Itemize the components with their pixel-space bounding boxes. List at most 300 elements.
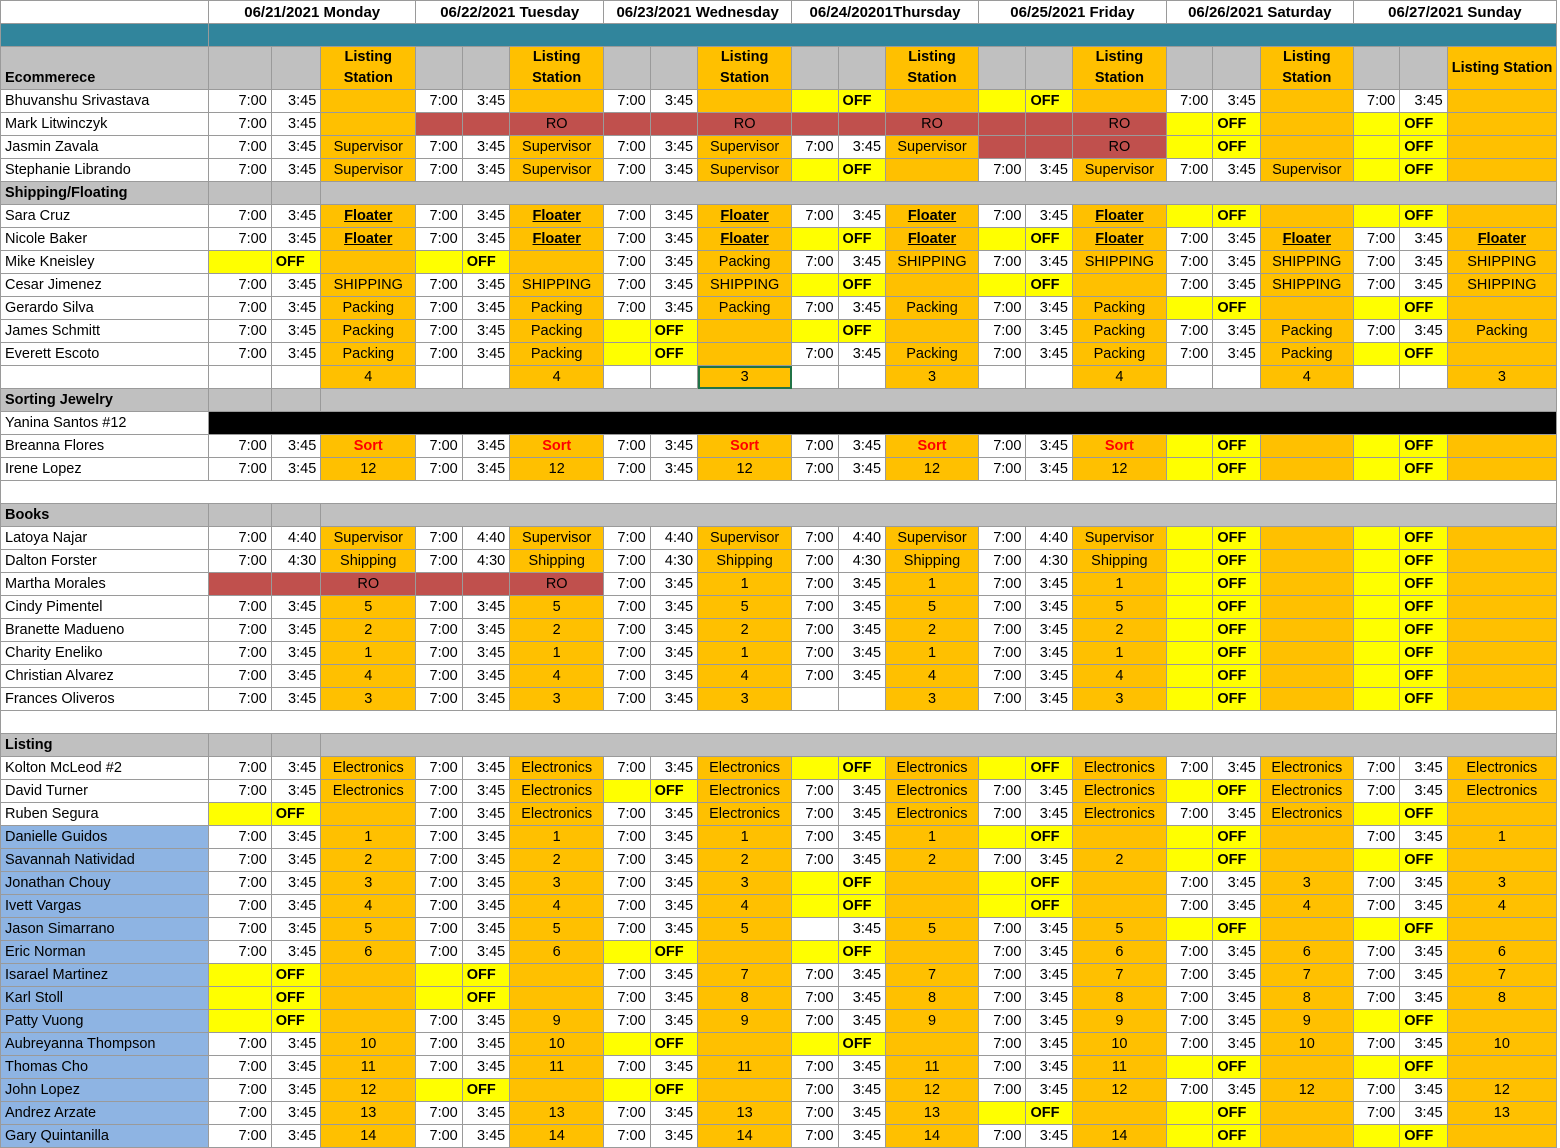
off-marker[interactable]: OFF <box>1213 113 1260 136</box>
start-time[interactable]: 7:00 <box>978 458 1025 481</box>
section-fill[interactable] <box>271 389 321 412</box>
assignment[interactable]: 1 <box>1447 826 1556 849</box>
start-time[interactable]: 7:00 <box>209 113 272 136</box>
start-time[interactable]: 7:00 <box>209 757 272 780</box>
off-marker[interactable]: OFF <box>1213 205 1260 228</box>
assignment[interactable] <box>1260 596 1353 619</box>
section-fill[interactable] <box>271 182 321 205</box>
start-time[interactable]: 7:00 <box>1353 274 1399 297</box>
assignment[interactable]: SHIPPING <box>1447 251 1556 274</box>
end-time[interactable]: 3:45 <box>1026 964 1072 987</box>
end-time[interactable]: 3:45 <box>1026 803 1072 826</box>
end-time[interactable]: 3:45 <box>1213 872 1260 895</box>
assignment[interactable] <box>1260 688 1353 711</box>
end-time[interactable]: 3:45 <box>1213 1079 1260 1102</box>
employee-name[interactable]: Dalton Forster <box>1 550 209 573</box>
day-header[interactable]: 06/24/20201Thursday <box>792 1 979 24</box>
assignment[interactable]: Floater <box>510 228 604 251</box>
assignment[interactable]: Supervisor <box>510 159 604 182</box>
assignment[interactable]: Electronics <box>698 803 792 826</box>
start-time[interactable]: 7:00 <box>604 849 650 872</box>
assignment[interactable]: Packing <box>698 297 792 320</box>
employee-name[interactable]: Aubreyanna Thompson <box>1 1033 209 1056</box>
section-fill[interactable] <box>209 734 272 757</box>
off-marker[interactable]: OFF <box>838 1033 885 1056</box>
end-time[interactable]: 3:45 <box>1213 320 1260 343</box>
start-time[interactable] <box>792 688 838 711</box>
end-time[interactable]: 3:45 <box>462 1056 509 1079</box>
end-time[interactable]: 3:45 <box>1026 987 1072 1010</box>
off-marker[interactable]: OFF <box>1026 872 1072 895</box>
employee-name[interactable]: Ruben Segura <box>1 803 209 826</box>
off-marker[interactable]: OFF <box>462 1079 509 1102</box>
off-marker[interactable]: OFF <box>271 964 321 987</box>
assignment[interactable] <box>886 90 979 113</box>
start-time[interactable] <box>1353 159 1399 182</box>
assignment[interactable] <box>1260 297 1353 320</box>
end-time[interactable]: 3:45 <box>271 780 321 803</box>
start-time[interactable]: 7:00 <box>604 1056 650 1079</box>
assignment[interactable]: Supervisor <box>886 136 979 159</box>
start-time[interactable] <box>1353 803 1399 826</box>
assignment[interactable] <box>1447 136 1556 159</box>
start-time[interactable] <box>1166 297 1212 320</box>
assignment[interactable] <box>698 343 792 366</box>
assignment[interactable]: 1 <box>698 642 792 665</box>
start-time[interactable] <box>1353 343 1399 366</box>
start-time[interactable]: 7:00 <box>1353 1033 1399 1056</box>
start-time[interactable]: 7:00 <box>1353 987 1399 1010</box>
end-time[interactable]: 3:45 <box>271 1125 321 1148</box>
assignment[interactable] <box>1447 205 1556 228</box>
assignment[interactable]: SHIPPING <box>321 274 416 297</box>
count-label[interactable] <box>1 366 209 389</box>
end-time[interactable]: 3:45 <box>1026 458 1072 481</box>
end-time[interactable]: 3:45 <box>838 297 885 320</box>
start-time[interactable]: 7:00 <box>209 527 272 550</box>
end-time[interactable]: 3:45 <box>462 757 509 780</box>
assignment[interactable]: 3 <box>886 688 979 711</box>
assignment[interactable]: 9 <box>1260 1010 1353 1033</box>
employee-name[interactable]: Jasmin Zavala <box>1 136 209 159</box>
start-time[interactable]: 7:00 <box>416 665 462 688</box>
start-time[interactable]: 7:00 <box>604 596 650 619</box>
off-marker[interactable]: OFF <box>1213 1056 1260 1079</box>
end-time[interactable]: 3:45 <box>650 1125 697 1148</box>
band-cell[interactable] <box>1 24 209 47</box>
day-header[interactable]: 06/22/2021 Tuesday <box>416 1 604 24</box>
corner-cell[interactable] <box>1 1 209 24</box>
start-time[interactable]: 7:00 <box>1166 872 1212 895</box>
end-time[interactable]: 3:45 <box>650 297 697 320</box>
start-time[interactable]: 7:00 <box>604 251 650 274</box>
assignment[interactable]: Floater <box>886 205 979 228</box>
assignment[interactable]: 11 <box>886 1056 979 1079</box>
end-time[interactable]: 3:45 <box>1026 1033 1072 1056</box>
blocked-cell[interactable] <box>209 412 1557 435</box>
start-time[interactable]: 7:00 <box>1166 251 1212 274</box>
assignment[interactable]: Floater <box>1447 228 1556 251</box>
start-time[interactable] <box>1166 596 1212 619</box>
off-marker[interactable]: OFF <box>838 941 885 964</box>
end-time[interactable]: 3:45 <box>838 596 885 619</box>
end-time[interactable]: 3:45 <box>1026 780 1072 803</box>
assignment[interactable]: SHIPPING <box>1260 274 1353 297</box>
assignment[interactable] <box>886 320 979 343</box>
assignment[interactable]: Sort <box>510 435 604 458</box>
spacer-cell[interactable] <box>1 481 1557 504</box>
request-off[interactable]: RO <box>510 113 604 136</box>
assignment[interactable] <box>1447 1125 1556 1148</box>
assignment[interactable]: 11 <box>698 1056 792 1079</box>
employee-name[interactable]: Irene Lopez <box>1 458 209 481</box>
start-time[interactable] <box>1166 205 1212 228</box>
start-time[interactable]: 7:00 <box>604 757 650 780</box>
section-fill[interactable] <box>321 734 1557 757</box>
end-time[interactable]: 3:45 <box>650 826 697 849</box>
start-header[interactable] <box>604 47 650 90</box>
start-time[interactable]: 7:00 <box>416 550 462 573</box>
end-time[interactable]: 3:45 <box>1400 987 1447 1010</box>
end-time[interactable]: 3:45 <box>271 297 321 320</box>
start-time[interactable]: 7:00 <box>416 1010 462 1033</box>
end-time[interactable]: 3:45 <box>1026 1125 1072 1148</box>
end-time[interactable]: 3:45 <box>650 895 697 918</box>
section-fill[interactable] <box>209 182 272 205</box>
end-time[interactable]: 3:45 <box>1213 941 1260 964</box>
assignment[interactable]: 1 <box>698 573 792 596</box>
assignment[interactable] <box>1447 596 1556 619</box>
off-marker[interactable]: OFF <box>1400 1125 1447 1148</box>
start-time[interactable]: 7:00 <box>209 343 272 366</box>
assignment[interactable] <box>1447 435 1556 458</box>
off-marker[interactable]: OFF <box>650 320 697 343</box>
assignment[interactable]: Electronics <box>698 757 792 780</box>
end-time[interactable]: 3:45 <box>650 1102 697 1125</box>
assignment[interactable]: 12 <box>1447 1079 1556 1102</box>
assignment[interactable]: Supervisor <box>1260 159 1353 182</box>
end-time[interactable]: 3:45 <box>271 435 321 458</box>
start-time[interactable]: 7:00 <box>1353 228 1399 251</box>
blank-cell[interactable] <box>792 366 838 389</box>
start-time[interactable]: 7:00 <box>978 619 1025 642</box>
start-time[interactable] <box>1166 665 1212 688</box>
assignment[interactable]: 6 <box>321 941 416 964</box>
end-time[interactable]: 3:45 <box>462 941 509 964</box>
end-time[interactable]: 3:45 <box>462 918 509 941</box>
assignment[interactable]: 12 <box>1072 458 1166 481</box>
section-fill[interactable] <box>271 734 321 757</box>
end-time[interactable]: 3:45 <box>271 665 321 688</box>
start-time[interactable]: 7:00 <box>604 205 650 228</box>
assignment[interactable]: 1 <box>886 826 979 849</box>
start-time[interactable] <box>792 895 838 918</box>
assignment[interactable] <box>1260 458 1353 481</box>
end-time[interactable]: 4:30 <box>271 550 321 573</box>
blank-cell[interactable] <box>462 366 509 389</box>
section-fill[interactable] <box>321 182 1557 205</box>
start-time[interactable] <box>1353 527 1399 550</box>
assignment[interactable]: Electronics <box>698 780 792 803</box>
assignment[interactable]: 11 <box>510 1056 604 1079</box>
assignment[interactable] <box>886 895 979 918</box>
employee-name[interactable]: Mike Kneisley <box>1 251 209 274</box>
end-time[interactable]: 3:45 <box>838 458 885 481</box>
start-time[interactable] <box>209 251 272 274</box>
assignment[interactable]: 12 <box>886 458 979 481</box>
start-time[interactable]: 7:00 <box>604 527 650 550</box>
start-time[interactable]: 7:00 <box>209 458 272 481</box>
start-time[interactable]: 7:00 <box>978 596 1025 619</box>
station-count[interactable]: 4 <box>1260 366 1353 389</box>
end-time[interactable]: 3:45 <box>1400 964 1447 987</box>
assignment[interactable] <box>1447 458 1556 481</box>
assignment[interactable]: 6 <box>510 941 604 964</box>
start-time[interactable]: 7:00 <box>209 1102 272 1125</box>
start-time[interactable]: 7:00 <box>1353 895 1399 918</box>
start-time[interactable] <box>792 872 838 895</box>
end-time[interactable]: 3:45 <box>838 780 885 803</box>
assignment[interactable]: Floater <box>698 205 792 228</box>
start-time[interactable]: 7:00 <box>792 1079 838 1102</box>
start-time[interactable]: 7:00 <box>604 803 650 826</box>
assignment[interactable] <box>510 987 604 1010</box>
start-time[interactable]: 7:00 <box>209 1056 272 1079</box>
assignment[interactable]: 8 <box>1447 987 1556 1010</box>
off-marker[interactable]: OFF <box>1026 895 1072 918</box>
off-marker[interactable]: OFF <box>650 1033 697 1056</box>
end-time[interactable]: 4:40 <box>462 527 509 550</box>
end-time[interactable]: 3:45 <box>650 435 697 458</box>
start-time[interactable] <box>1166 1102 1212 1125</box>
assignment[interactable]: Packing <box>886 297 979 320</box>
start-time[interactable] <box>604 1079 650 1102</box>
start-time[interactable]: 7:00 <box>978 1079 1025 1102</box>
start-time[interactable]: 7:00 <box>1353 964 1399 987</box>
start-time[interactable]: 7:00 <box>209 90 272 113</box>
start-time[interactable] <box>416 113 462 136</box>
start-time[interactable]: 7:00 <box>604 1102 650 1125</box>
start-time[interactable]: 7:00 <box>416 320 462 343</box>
assignment[interactable]: 9 <box>1072 1010 1166 1033</box>
start-time[interactable] <box>792 228 838 251</box>
off-marker[interactable]: OFF <box>1400 1010 1447 1033</box>
off-marker[interactable]: OFF <box>1213 573 1260 596</box>
end-time[interactable]: 3:45 <box>1213 251 1260 274</box>
start-time[interactable]: 7:00 <box>416 596 462 619</box>
assignment[interactable]: 4 <box>698 895 792 918</box>
off-marker[interactable]: OFF <box>1213 826 1260 849</box>
end-time[interactable]: 3:45 <box>1026 849 1072 872</box>
listing-station-header[interactable]: Listing Station <box>510 47 604 90</box>
start-time[interactable]: 7:00 <box>604 688 650 711</box>
assignment[interactable]: 4 <box>510 895 604 918</box>
assignment[interactable]: 5 <box>1072 596 1166 619</box>
assignment[interactable] <box>1447 918 1556 941</box>
assignment[interactable]: 5 <box>321 918 416 941</box>
blank-cell[interactable] <box>209 366 272 389</box>
start-time[interactable] <box>209 1010 272 1033</box>
end-time[interactable]: 3:45 <box>271 90 321 113</box>
assignment[interactable]: 3 <box>510 872 604 895</box>
start-time[interactable]: 7:00 <box>978 642 1025 665</box>
employee-name[interactable]: John Lopez <box>1 1079 209 1102</box>
start-time[interactable]: 7:00 <box>604 136 650 159</box>
start-time[interactable] <box>1353 1056 1399 1079</box>
end-time[interactable]: 3:45 <box>650 596 697 619</box>
start-time[interactable]: 7:00 <box>1166 228 1212 251</box>
assignment[interactable]: 2 <box>698 619 792 642</box>
section-title[interactable]: Sorting Jewelry <box>1 389 209 412</box>
off-marker[interactable]: OFF <box>650 941 697 964</box>
assignment[interactable] <box>1072 872 1166 895</box>
start-time[interactable]: 7:00 <box>209 205 272 228</box>
assignment[interactable]: 13 <box>698 1102 792 1125</box>
end-time[interactable]: 3:45 <box>650 642 697 665</box>
end-time[interactable]: 3:45 <box>271 918 321 941</box>
end-time[interactable]: 3:45 <box>650 918 697 941</box>
end-time[interactable]: 3:45 <box>271 274 321 297</box>
assignment[interactable] <box>321 251 416 274</box>
assignment[interactable] <box>1072 90 1166 113</box>
start-time[interactable]: 7:00 <box>978 320 1025 343</box>
start-time[interactable] <box>978 757 1025 780</box>
start-time[interactable] <box>792 320 838 343</box>
assignment[interactable]: Packing <box>510 320 604 343</box>
request-off[interactable]: RO <box>510 573 604 596</box>
end-time[interactable]: 3:45 <box>1400 1033 1447 1056</box>
assignment[interactable]: 13 <box>886 1102 979 1125</box>
start-time[interactable]: 7:00 <box>1166 895 1212 918</box>
assignment[interactable] <box>1260 136 1353 159</box>
assignment[interactable]: Shipping <box>1072 550 1166 573</box>
end-time[interactable]: 3:45 <box>838 918 885 941</box>
assignment[interactable]: Supervisor <box>1072 527 1166 550</box>
start-time[interactable]: 7:00 <box>792 780 838 803</box>
assignment[interactable]: Sort <box>321 435 416 458</box>
end-time[interactable]: 3:45 <box>271 1079 321 1102</box>
assignment[interactable]: 2 <box>510 849 604 872</box>
off-marker[interactable]: OFF <box>462 251 509 274</box>
assignment[interactable] <box>1447 849 1556 872</box>
start-time[interactable]: 7:00 <box>209 941 272 964</box>
start-time[interactable]: 7:00 <box>978 1010 1025 1033</box>
station-count[interactable]: 3 <box>1447 366 1556 389</box>
assignment[interactable]: 10 <box>321 1033 416 1056</box>
end-time[interactable]: 3:45 <box>271 1056 321 1079</box>
blank-cell[interactable] <box>271 366 321 389</box>
assignment[interactable]: Electronics <box>886 803 979 826</box>
assignment[interactable] <box>1260 918 1353 941</box>
end-time[interactable]: 4:40 <box>1026 527 1072 550</box>
start-time[interactable]: 7:00 <box>792 964 838 987</box>
start-time[interactable]: 7:00 <box>1166 1033 1212 1056</box>
start-time[interactable] <box>978 1102 1025 1125</box>
assignment[interactable]: 11 <box>1072 1056 1166 1079</box>
assignment[interactable]: Supervisor <box>510 527 604 550</box>
start-time[interactable] <box>792 113 838 136</box>
assignment[interactable]: SHIPPING <box>510 274 604 297</box>
employee-name[interactable]: Kolton McLeod #2 <box>1 757 209 780</box>
off-marker[interactable]: OFF <box>1213 527 1260 550</box>
start-time[interactable]: 7:00 <box>978 803 1025 826</box>
start-time[interactable]: 7:00 <box>792 251 838 274</box>
start-time[interactable] <box>792 274 838 297</box>
assignment[interactable] <box>698 1033 792 1056</box>
assignment[interactable] <box>698 320 792 343</box>
end-time[interactable]: 3:45 <box>1026 205 1072 228</box>
end-time[interactable]: 3:45 <box>1400 1102 1447 1125</box>
assignment[interactable]: SHIPPING <box>886 251 979 274</box>
start-time[interactable]: 7:00 <box>209 136 272 159</box>
end-time[interactable]: 3:45 <box>462 642 509 665</box>
end-time[interactable]: 3:45 <box>650 251 697 274</box>
employee-name[interactable]: Cesar Jimenez <box>1 274 209 297</box>
employee-name[interactable]: Latoya Najar <box>1 527 209 550</box>
end-time[interactable]: 3:45 <box>271 688 321 711</box>
assignment[interactable]: 4 <box>1447 895 1556 918</box>
assignment[interactable]: 13 <box>321 1102 416 1125</box>
end-time[interactable]: 3:45 <box>838 205 885 228</box>
end-time[interactable] <box>462 113 509 136</box>
start-time[interactable]: 7:00 <box>978 573 1025 596</box>
end-time[interactable]: 3:45 <box>271 642 321 665</box>
off-marker[interactable]: OFF <box>838 159 885 182</box>
assignment[interactable] <box>1447 803 1556 826</box>
assignment[interactable]: 14 <box>510 1125 604 1148</box>
assignment[interactable]: Packing <box>1072 297 1166 320</box>
start-time[interactable]: 7:00 <box>416 136 462 159</box>
section-fill[interactable] <box>271 504 321 527</box>
start-time[interactable] <box>1166 527 1212 550</box>
end-time[interactable]: 3:45 <box>838 1125 885 1148</box>
end-time[interactable]: 3:45 <box>1026 642 1072 665</box>
end-time[interactable]: 3:45 <box>462 458 509 481</box>
start-time[interactable]: 7:00 <box>209 918 272 941</box>
assignment[interactable] <box>1260 1056 1353 1079</box>
start-time[interactable]: 7:00 <box>1166 90 1212 113</box>
start-time[interactable] <box>1166 113 1212 136</box>
start-time[interactable] <box>1166 458 1212 481</box>
start-time[interactable] <box>1166 849 1212 872</box>
assignment[interactable]: Packing <box>698 251 792 274</box>
assignment[interactable]: Shipping <box>886 550 979 573</box>
section-fill[interactable] <box>321 389 1557 412</box>
assignment[interactable]: Sort <box>886 435 979 458</box>
assignment[interactable] <box>510 251 604 274</box>
assignment[interactable]: Floater <box>321 228 416 251</box>
employee-name[interactable]: Nicole Baker <box>1 228 209 251</box>
start-time[interactable] <box>1353 596 1399 619</box>
off-marker[interactable]: OFF <box>1400 918 1447 941</box>
assignment[interactable]: 12 <box>1072 1079 1166 1102</box>
blank-cell[interactable] <box>1353 366 1399 389</box>
assignment[interactable] <box>321 1010 416 1033</box>
start-header[interactable] <box>1166 47 1212 90</box>
assignment[interactable]: 1 <box>886 573 979 596</box>
day-header[interactable]: 06/25/2021 Friday <box>978 1 1166 24</box>
off-marker[interactable]: OFF <box>1026 1102 1072 1125</box>
assignment[interactable] <box>1447 642 1556 665</box>
assignment[interactable]: Supervisor <box>510 136 604 159</box>
assignment[interactable] <box>886 941 979 964</box>
start-time[interactable] <box>1353 136 1399 159</box>
end-time[interactable]: 3:45 <box>650 228 697 251</box>
end-time[interactable]: 3:45 <box>838 136 885 159</box>
assignment[interactable] <box>1447 343 1556 366</box>
off-marker[interactable]: OFF <box>1400 573 1447 596</box>
end-time[interactable]: 3:45 <box>650 1010 697 1033</box>
